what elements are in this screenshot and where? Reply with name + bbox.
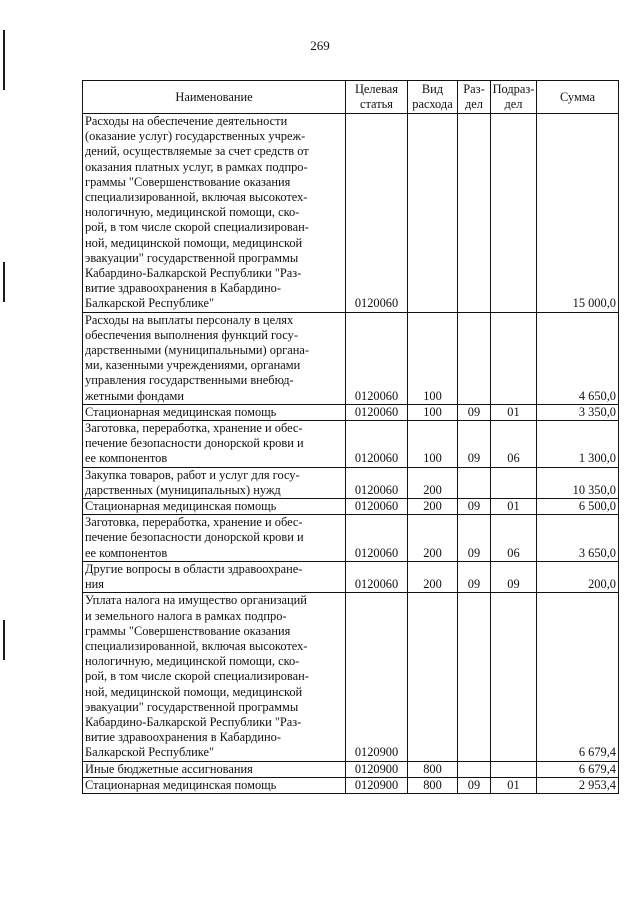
row-sum: 200,0 (537, 561, 619, 592)
table-row (83, 761, 619, 777)
row-article: 0120060 (346, 312, 408, 404)
row-expense: 200 (408, 561, 458, 592)
row-expense: 800 (408, 761, 458, 777)
row-name-line: печение безопасности донорской крови и (85, 530, 304, 545)
row-section (458, 312, 491, 404)
row-expense (408, 593, 458, 761)
row-name-line: обеспечения выполнения функций госу- (85, 327, 298, 342)
row-name-line: жетными фондами (85, 388, 184, 403)
row-name (83, 761, 346, 777)
row-article: 0120060 (346, 114, 408, 313)
row-name-line: Заготовка, переработка, хранение и обес- (85, 515, 303, 530)
row-name-line: рой, в том числе скорой специализирован- (85, 220, 309, 235)
header-article (346, 81, 408, 114)
row-name-line: специализированной, включая высокотех- (85, 190, 308, 205)
row-article: 0120060 (346, 515, 408, 562)
table-row (83, 404, 619, 420)
row-article: 0120060 (346, 561, 408, 592)
row-name-line: дений, осуществляемые за счет средств от (85, 144, 309, 159)
margin-mark-bottom (3, 620, 5, 660)
table-row (83, 312, 619, 404)
row-name (83, 421, 346, 468)
row-name (83, 777, 346, 793)
row-article: 0120900 (346, 777, 408, 793)
row-name (83, 515, 346, 562)
row-name-line: граммы "Совершенствование оказания (85, 174, 291, 189)
row-section: 09 (458, 777, 491, 793)
row-name-line: дарственных (муниципальных) нужд (85, 482, 281, 497)
row-section (458, 761, 491, 777)
row-sum: 6 679,4 (537, 761, 619, 777)
table-row (83, 561, 619, 592)
table-header-row (83, 81, 619, 114)
row-subsection: 01 (491, 404, 537, 420)
row-name-line: рой, в том числе скорой специализирован- (85, 669, 309, 684)
row-article: 0120060 (346, 467, 408, 498)
row-expense (408, 114, 458, 313)
header-expense (408, 81, 458, 114)
row-name-line: и земельного налога в рамках подпро- (85, 608, 287, 623)
row-name-line: Иные бюджетные ассигнования (85, 761, 253, 776)
row-subsection: 01 (491, 499, 537, 515)
header-subsection-line2: дел (504, 97, 523, 111)
header-article-line1: Целевая (354, 82, 399, 96)
row-name-line: Кабардино-Балкарской Республики "Раз- (85, 266, 302, 281)
row-subsection: 01 (491, 777, 537, 793)
row-name-line: дарственными (муниципальными) органа- (85, 343, 309, 358)
row-name-line: ной, медицинской помощи, медицинской (85, 684, 303, 699)
row-name (83, 312, 346, 404)
row-name (83, 467, 346, 498)
row-name (83, 561, 346, 592)
row-name-line: граммы "Совершенствование оказания (85, 623, 291, 638)
row-article: 0120900 (346, 593, 408, 761)
row-section: 09 (458, 421, 491, 468)
row-name-line: Уплата налога на имущество организаций (85, 593, 307, 608)
row-name-line: печение безопасности донорской крови и (85, 436, 304, 451)
row-expense: 100 (408, 312, 458, 404)
row-name-line: эвакуации" государственной программы (85, 250, 299, 265)
row-section (458, 467, 491, 498)
table-row (83, 515, 619, 562)
row-expense: 100 (408, 421, 458, 468)
row-name-line: управления государственными внебюд- (85, 373, 294, 388)
row-sum: 1 300,0 (537, 421, 619, 468)
row-section: 09 (458, 515, 491, 562)
row-sum: 3 350,0 (537, 404, 619, 420)
row-section: 09 (458, 404, 491, 420)
table-row (83, 421, 619, 468)
row-subsection: 06 (491, 421, 537, 468)
row-name-line: нологичную, медицинской помощи, ско- (85, 205, 300, 220)
row-sum: 3 650,0 (537, 515, 619, 562)
budget-table (82, 80, 619, 794)
row-article: 0120060 (346, 421, 408, 468)
header-subsection (491, 81, 537, 114)
row-name-line: ной, медицинской помощи, медицинской (85, 235, 303, 250)
row-sum: 6 500,0 (537, 499, 619, 515)
row-article: 0120060 (346, 404, 408, 420)
header-article-line2: статья (359, 97, 393, 111)
header-name: Наименование (83, 81, 346, 114)
row-expense: 100 (408, 404, 458, 420)
row-name-line: витие здравоохранения в Кабардино- (85, 730, 281, 745)
row-name-line: ми, казенными учреждениями, органами (85, 358, 301, 373)
page-number: 269 (310, 38, 330, 53)
row-name (83, 114, 346, 313)
row-name-line: Стационарная медицинская помощь (85, 499, 277, 514)
row-name-line: ее компонентов (85, 545, 168, 560)
row-expense: 200 (408, 499, 458, 515)
table-row (83, 114, 619, 313)
table-row (83, 499, 619, 515)
row-name-line: нологичную, медицинской помощи, ско- (85, 654, 300, 669)
row-subsection (491, 761, 537, 777)
row-name (83, 499, 346, 515)
row-name-line: специализированной, включая высокотех- (85, 638, 308, 653)
header-section-line1: Раз- (463, 82, 485, 96)
row-name-line: Стационарная медицинская помощь (85, 404, 277, 419)
row-sum: 6 679,4 (537, 593, 619, 761)
row-name-line: Кабардино-Балкарской Республики "Раз- (85, 714, 302, 729)
row-section (458, 114, 491, 313)
row-sum: 15 000,0 (537, 114, 619, 313)
row-name-line: оказания платных услуг, в рамках подпро- (85, 159, 308, 174)
row-name-line: Закупка товаров, работ и услуг для госу- (85, 467, 300, 482)
row-subsection: 09 (491, 561, 537, 592)
row-name-line: (оказание услуг) государственных учреж- (85, 129, 306, 144)
row-name-line: эвакуации" государственной программы (85, 699, 299, 714)
row-name-line: Балкарской Республике" (85, 296, 215, 311)
row-section (458, 593, 491, 761)
row-subsection (491, 593, 537, 761)
margin-mark-middle (3, 262, 5, 302)
row-name-line: ее компонентов (85, 451, 168, 466)
row-name-line: витие здравоохранения в Кабардино- (85, 281, 281, 296)
row-name (83, 593, 346, 761)
row-section: 09 (458, 499, 491, 515)
row-name (83, 404, 346, 420)
row-sum: 4 650,0 (537, 312, 619, 404)
table-row (83, 467, 619, 498)
row-name-line: Расходы на выплаты персоналу в целях (85, 312, 294, 327)
row-sum: 2 953,4 (537, 777, 619, 793)
table-row (83, 777, 619, 793)
row-subsection (491, 114, 537, 313)
row-name-line: ния (85, 577, 104, 592)
header-subsection-line1: Подраз- (492, 82, 535, 96)
row-expense: 200 (408, 467, 458, 498)
row-sum: 10 350,0 (537, 467, 619, 498)
header-expense-line2: расхода (412, 97, 453, 111)
header-section (458, 81, 491, 114)
row-subsection: 06 (491, 515, 537, 562)
row-subsection (491, 467, 537, 498)
row-expense: 200 (408, 515, 458, 562)
table-row (83, 593, 619, 761)
row-name-line: Балкарской Республике" (85, 745, 215, 760)
row-article: 0120060 (346, 499, 408, 515)
row-name-line: Другие вопросы в области здравоохране- (85, 561, 303, 576)
header-expense-line1: Вид (421, 82, 444, 96)
header-section-line2: дел (465, 97, 483, 111)
header-sum: Сумма (537, 81, 619, 114)
row-article: 0120900 (346, 761, 408, 777)
row-section: 09 (458, 561, 491, 592)
row-subsection (491, 312, 537, 404)
row-name-line: Стационарная медицинская помощь (85, 777, 277, 792)
row-expense: 800 (408, 777, 458, 793)
row-name-line: Расходы на обеспечение деятельности (85, 114, 288, 128)
row-name-line: Заготовка, переработка, хранение и обес- (85, 421, 303, 436)
